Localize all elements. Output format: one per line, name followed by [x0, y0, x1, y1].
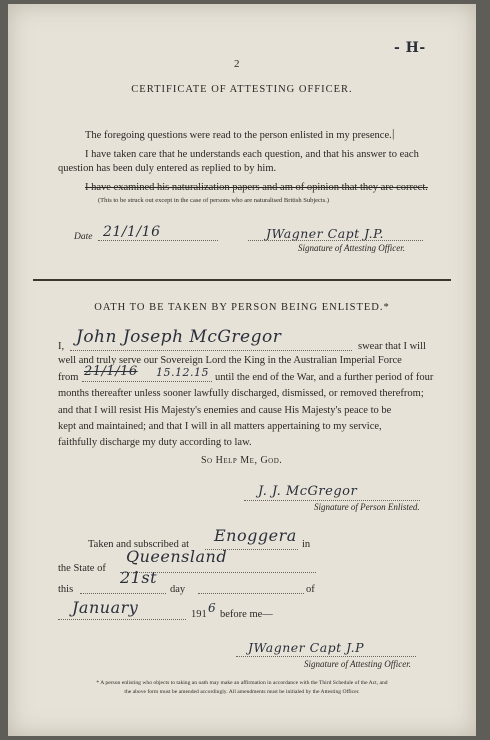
- of-label: of: [306, 584, 315, 595]
- before-label: before me—: [220, 609, 273, 620]
- taken-label: Taken and subscribed at: [88, 539, 190, 550]
- attesting-officer-signature: JWagner Capt J.P.: [266, 226, 385, 241]
- enlisted-signature-rule: [244, 500, 420, 501]
- day-rule: [80, 593, 166, 594]
- day-value: 21st: [120, 568, 157, 587]
- enlisted-signature: J. J. McGregor: [258, 484, 358, 499]
- oath-line2: well and truly serve our Sovereign Lord the King in the Australian Imperial Force: [58, 355, 402, 366]
- date-label: Date: [74, 232, 93, 242]
- document-page: [8, 4, 476, 736]
- certificate-para2-line2: question has been duly entered as replied to by him.: [58, 163, 277, 174]
- section-divider: [33, 279, 451, 281]
- officer-signature-bottom: JWagner Capt J.P: [248, 640, 365, 655]
- oath-line1-suffix: swear that I will: [358, 341, 426, 352]
- enlisted-caption: Signature of Person Enlisted.: [314, 502, 420, 512]
- year-prefix: 191: [191, 609, 207, 620]
- tick-mark: |: [392, 126, 395, 140]
- certificate-heading: CERTIFICATE OF ATTESTING OFFICER.: [131, 84, 353, 95]
- page-number: 2: [234, 58, 240, 70]
- month-value: January: [72, 598, 139, 617]
- date-value: 21/1/16: [103, 224, 161, 240]
- certificate-para3-struck: I have examined his naturalization papers and am of opinion that they are correct.: [85, 182, 428, 193]
- certificate-para2-line1: I have taken care that he understands each question, and that his answer to each: [85, 149, 419, 160]
- month-rule-top: [198, 593, 304, 594]
- from-date-struck: 21/1/16: [84, 364, 138, 379]
- from-label: from: [58, 372, 79, 383]
- so-help-me-god: So Help Me, God.: [201, 455, 283, 466]
- from-date-value: 15.12.15: [156, 366, 209, 379]
- month-rule: [58, 619, 186, 620]
- name-rule: [70, 350, 352, 351]
- year-value: 6: [208, 601, 217, 615]
- affirmation-note-line1: * A person enlisting who objects to taking an oath may make an affirmation in accordance with the Third Schedule of the Act, and: [96, 680, 388, 686]
- this-label: this: [58, 584, 74, 595]
- corner-marks: ‑ H‑: [394, 40, 426, 56]
- day-label: day: [170, 584, 186, 595]
- oath-line6: kept and maintained; and that I will in all matters appertaining to my service,: [58, 421, 382, 432]
- from-suffix: until the end of the War, and a further period of four: [215, 372, 434, 383]
- state-value: Queensland: [126, 547, 228, 566]
- attesting-officer-caption: Signature of Attesting Officer.: [298, 243, 405, 253]
- state-label: the State of: [58, 563, 106, 574]
- from-rule: [82, 381, 212, 382]
- in-label: in: [302, 539, 311, 550]
- officer-caption-bottom: Signature of Attesting Officer.: [304, 659, 411, 669]
- oath-line5: and that I will resist His Majesty's enemies and cause His Majesty's peace to be: [58, 405, 392, 416]
- officer-signature-bottom-rule: [236, 656, 416, 657]
- oath-line4: months thereafter unless sooner lawfully discharged, dismissed, or removed therefrom;: [58, 388, 424, 399]
- date-rule: [98, 240, 218, 241]
- place-value: Enoggera: [214, 526, 297, 545]
- certificate-footnote: (This to be struck out except in the case of persons who are naturalised British Subjects.): [98, 197, 330, 204]
- enlisted-name: John Joseph McGregor: [76, 327, 282, 347]
- certificate-para1: The foregoing questions were read to the person enlisted in my presence.: [85, 130, 392, 141]
- oath-line7: faithfully discharge my duty according to law.: [58, 437, 252, 448]
- affirmation-note-line2: the above form must be amended accordingly. All amendments must be initialed by the Attesting Officer.: [124, 689, 360, 695]
- oath-heading: OATH TO BE TAKEN BY PERSON BEING ENLISTED.*: [94, 302, 390, 313]
- oath-line1-prefix: I,: [58, 341, 65, 352]
- officer-signature-rule: [248, 240, 423, 241]
